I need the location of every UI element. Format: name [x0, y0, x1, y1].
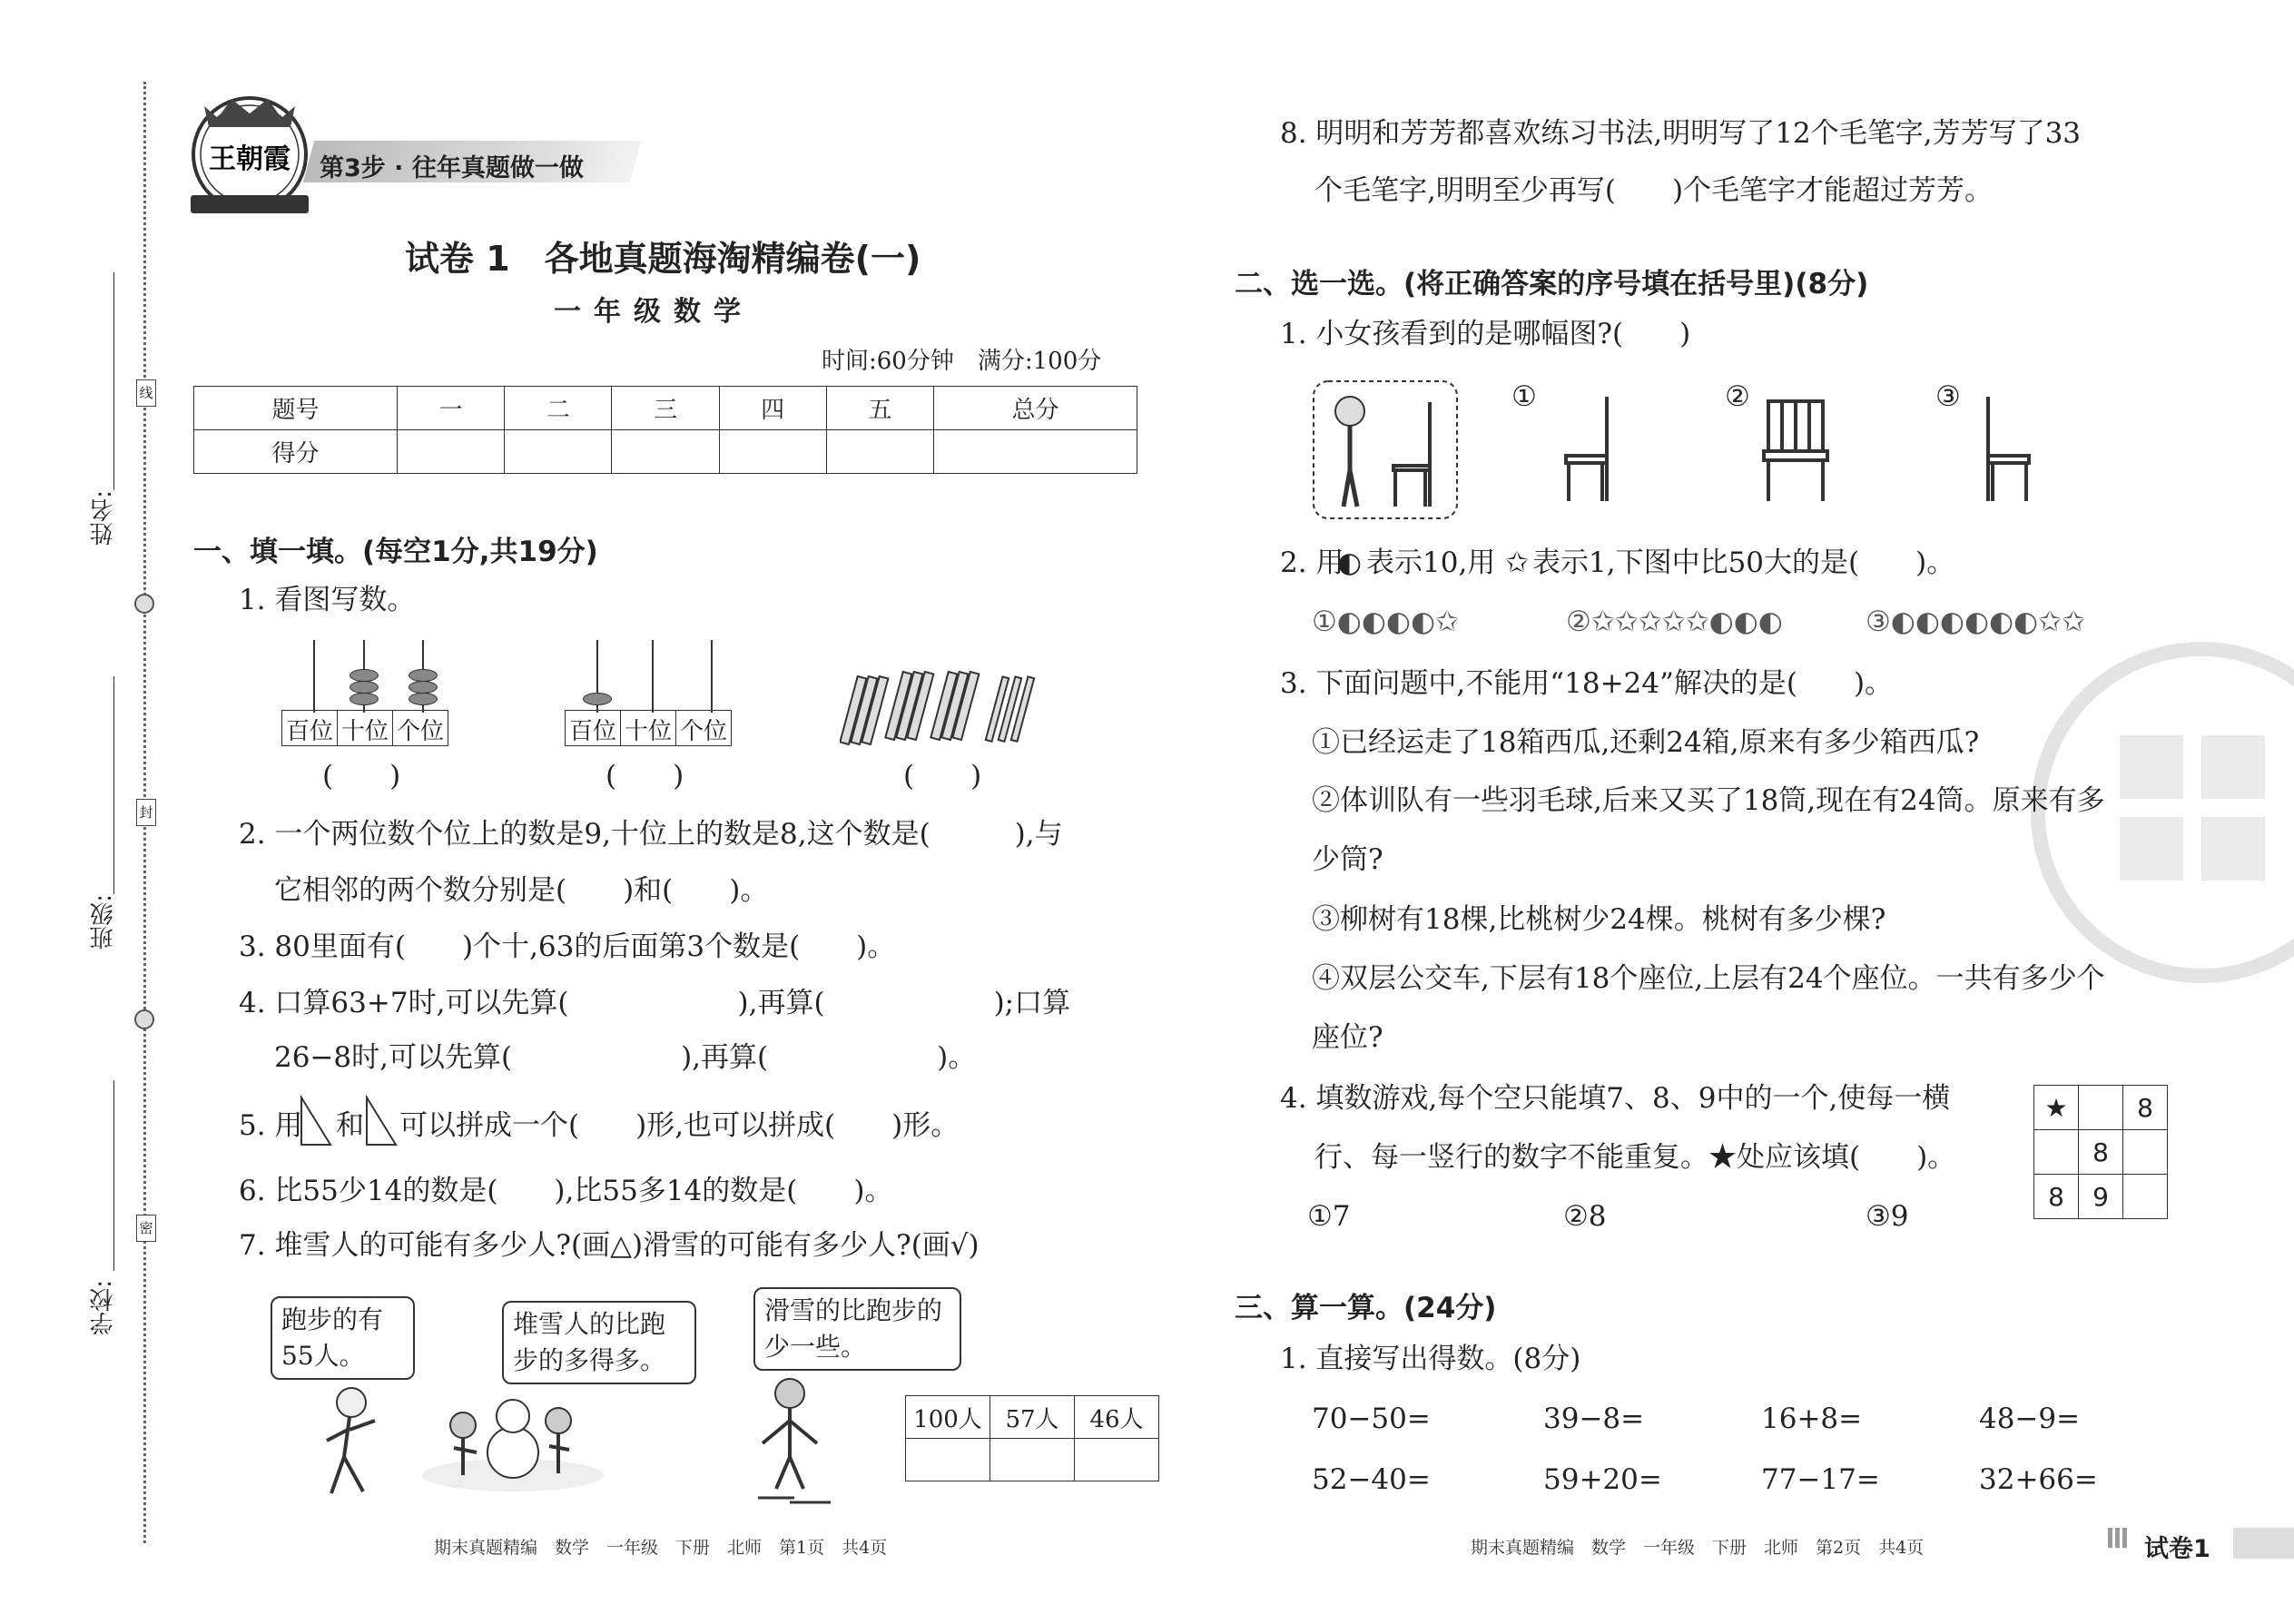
table-cell: 46人 — [1075, 1396, 1159, 1439]
place-label: 十位 — [338, 711, 393, 745]
table-cell: 100人 — [906, 1396, 990, 1439]
speech-bubble: 堆雪人的比跑步的多得多。 — [502, 1301, 696, 1384]
question-text: 8. 明明和芳芳都喜欢练习书法,明明写了12个毛笔字,芳芳写了33 — [1280, 117, 2082, 150]
question-text: 1. 直接写出得数。(8分) — [1280, 1343, 1581, 1375]
grid-cell: ★ — [2034, 1086, 2079, 1130]
place-label: 个位 — [680, 718, 728, 745]
answer-paren[interactable]: ( ) — [322, 760, 401, 792]
option-text: 少筒? — [1312, 843, 1383, 876]
calc-item: 77−17= — [1761, 1463, 1880, 1496]
stick-bundles-icon — [840, 658, 1058, 749]
grid-cell: 8 — [2079, 1130, 2123, 1175]
question-text: 5. 用 — [239, 1109, 303, 1142]
bead-icon — [350, 693, 379, 705]
grid-cell: 8 — [2123, 1086, 2168, 1130]
table-cell: 总分 — [933, 387, 1137, 430]
page-subtitle: 一年级数学 — [554, 296, 753, 328]
option-text: ①已经运走了18箱西瓜,还剩24箱,原来有多少箱西瓜? — [1312, 726, 1980, 759]
question-text: 行、每一竖行的数字不能重复。★处应该填( )。 — [1314, 1141, 1956, 1174]
option-text: 座位? — [1312, 1021, 1383, 1054]
logo-text: 王朝霞 — [209, 143, 290, 175]
question-text: 表示1,下图中比50大的是( )。 — [1532, 546, 1955, 579]
table-cell: 五 — [826, 387, 933, 430]
calc-item: 39−8= — [1543, 1403, 1645, 1435]
score-input-cell[interactable] — [826, 430, 933, 474]
option-text[interactable]: ①7 — [1307, 1200, 1351, 1233]
coin-bundle-icon: ◐◐◐◐◐◐ — [1890, 605, 2039, 638]
coin-bundle-icon: ◐◐◐ — [1708, 605, 1783, 638]
table-row — [906, 1439, 1159, 1481]
place-label: 百位 — [282, 711, 338, 745]
table-cell: 题号 — [194, 387, 398, 430]
seal-mark: 封 — [136, 799, 156, 826]
snowman-kids-icon — [413, 1375, 613, 1502]
option-text[interactable]: ②8 — [1563, 1200, 1607, 1233]
calc-item: 48−9= — [1979, 1403, 2081, 1435]
triangle-icon — [298, 1094, 334, 1148]
option-label: ② — [1725, 380, 1750, 413]
question-text: 它相邻的两个数分别是( )和( )。 — [274, 874, 769, 907]
grid-cell — [2034, 1130, 2079, 1175]
class-line — [113, 676, 114, 894]
question-text: 和 — [336, 1109, 364, 1142]
grid-cell: 8 — [2034, 1175, 2079, 1219]
page-footer: 期末真题精编 数学 一年级 下册 北师 第1页 共4页 — [434, 1538, 888, 1558]
section-heading: 二、选一选。(将正确答案的序号填在括号里)(8分) — [1235, 268, 1869, 300]
tag-bar — [2233, 1528, 2294, 1559]
question-text: 4. 口算63+7时,可以先算( ),再算( );口算 — [239, 987, 1071, 1019]
option-text[interactable]: ③9 — [1866, 1200, 1909, 1233]
mark-cell[interactable] — [990, 1439, 1075, 1481]
section-heading: 三、算一算。(24分) — [1235, 1292, 1497, 1324]
table-cell: 57人 — [990, 1396, 1075, 1439]
calc-item: 32+66= — [1979, 1463, 2098, 1496]
abacus-rod — [313, 640, 315, 713]
option-text: ④双层公交车,下层有18个座位,上层有24个座位。一共有多少个 — [1312, 962, 2105, 995]
binding-hole-icon — [134, 1009, 154, 1029]
coin-bundle-icon: ◐ — [1337, 546, 1363, 579]
table-cell: 二 — [505, 387, 612, 430]
place-label: 个位 — [397, 718, 445, 745]
paper-tag: 试卷1 — [2144, 1535, 2210, 1563]
question-text: 7. 堆雪人的可能有多少人?(画△)滑雪的可能有多少人?(画√) — [239, 1229, 980, 1262]
bead-icon — [409, 669, 438, 682]
question-text: 2. 用 — [1280, 546, 1344, 579]
grid-cell — [2123, 1175, 2168, 1219]
school-line — [113, 1080, 114, 1271]
speech-bubble: 滑雪的比跑步的少一些。 — [753, 1287, 961, 1371]
table-row — [194, 430, 1137, 474]
question-text: 可以拼成一个( )形,也可以拼成( )形。 — [399, 1109, 960, 1142]
option-1-pictures[interactable] — [1312, 605, 1459, 638]
table-row — [2034, 1130, 2168, 1175]
table-row — [194, 387, 1137, 430]
bead-icon — [350, 669, 379, 682]
abacus-frame — [281, 710, 448, 746]
seal-mark: 线 — [136, 379, 156, 407]
option-text: ②体训队有一些羽毛球,后来又买了18筒,现在有24筒。原来有多 — [1312, 784, 2105, 817]
bead-icon — [583, 693, 612, 705]
table-cell: 四 — [719, 387, 826, 430]
score-table — [193, 386, 1137, 474]
section-heading: 一、填一填。(每空1分,共19分) — [193, 536, 598, 568]
option-text: ③柳树有18棵,比桃树少24棵。桃树有多少棵? — [1312, 903, 1886, 936]
bead-icon — [409, 681, 438, 694]
option-label: ③ — [1866, 605, 1891, 638]
name-label: 姓名: — [90, 490, 117, 546]
place-label: 十位 — [621, 711, 676, 745]
calc-item: 70−50= — [1312, 1403, 1431, 1435]
table-cell: 得分 — [194, 430, 398, 474]
calc-item: 16+8= — [1761, 1403, 1863, 1435]
question-text: 1. 看图写数。 — [239, 584, 416, 616]
binding-hole-icon — [134, 594, 154, 614]
table-cell: 一 — [398, 387, 505, 430]
name-line — [113, 272, 114, 490]
logo-badge-icon — [177, 86, 322, 222]
score-input-cell[interactable] — [612, 430, 719, 474]
time-info: 时间:60分钟 满分:100分 — [822, 348, 1102, 375]
triangle-icon — [363, 1094, 399, 1148]
question-text: 个毛笔字,明明至少再写( )个毛笔字才能超过芳芳。 — [1314, 174, 1994, 207]
bead-icon — [350, 681, 379, 694]
answer-paren[interactable]: ( ) — [605, 760, 684, 792]
abacus-rod — [711, 640, 713, 713]
star-icon: ✩✩✩✩✩ — [1590, 605, 1709, 638]
star-icon: ✩✩ — [2038, 605, 2086, 638]
girl-and-chair-icon — [1312, 379, 1459, 520]
mark-cell[interactable] — [1075, 1439, 1159, 1481]
speech-bubble: 跑步的有55人。 — [271, 1296, 415, 1380]
question-text: 3. 80里面有( )个十,63的后面第3个数是( )。 — [239, 930, 896, 963]
calc-item: 59+20= — [1543, 1463, 1662, 1496]
option-3-pictures[interactable] — [1866, 605, 2086, 638]
abacus-frame — [565, 710, 732, 746]
question-text: 1. 小女孩看到的是哪幅图?( ) — [1280, 318, 1691, 350]
option-2-pictures[interactable] — [1566, 605, 1783, 638]
number-grid — [2033, 1085, 2168, 1219]
option-label: ① — [1511, 380, 1537, 413]
grid-cell — [2079, 1086, 2123, 1130]
step-label: 第3步 · 往年真题做一做 — [320, 154, 584, 182]
option-label: ① — [1312, 605, 1337, 638]
table-cell: 三 — [612, 387, 719, 430]
table-row — [2034, 1175, 2168, 1219]
question-text: 4. 填数游戏,每个空只能填7、8、9中的一个,使每一横 — [1280, 1082, 1951, 1115]
tag-pattern-icon — [2108, 1528, 2128, 1548]
grid-cell: 9 — [2079, 1175, 2123, 1219]
answer-paren[interactable]: ( ) — [903, 760, 982, 792]
running-girl-icon — [313, 1384, 395, 1502]
seal-mark: 密 — [136, 1215, 156, 1242]
mark-cell[interactable] — [906, 1439, 990, 1481]
page-footer: 期末真题精编 数学 一年级 下册 北师 第2页 共4页 — [1471, 1538, 1925, 1558]
question-text: 2. 一个两位数个位上的数是9,十位上的数是8,这个数是( ),与 — [239, 818, 1063, 851]
chair-back-icon — [1759, 392, 1832, 510]
question-text: 26−8时,可以先算( ),再算( )。 — [274, 1041, 977, 1074]
page-title: 试卷 1 各地真题海淘精编卷(一) — [405, 239, 921, 279]
skiing-girl-icon — [740, 1371, 840, 1507]
score-input-cell[interactable] — [933, 430, 1137, 474]
score-input-cell[interactable] — [505, 430, 612, 474]
class-label: 班级: — [90, 894, 117, 950]
bead-icon — [409, 693, 438, 705]
star-icon: ✩ — [1505, 546, 1529, 579]
question-text: 3. 下面问题中,不能用“18+24”解决的是( )。 — [1280, 667, 1894, 700]
people-options-table — [905, 1395, 1159, 1481]
school-label: 学校: — [90, 1280, 117, 1335]
coin-bundle-icon: ◐◐◐◐ — [1336, 605, 1435, 638]
table-row — [2034, 1086, 2168, 1130]
question-text: 表示10,用 — [1366, 546, 1496, 579]
option-label: ② — [1566, 605, 1591, 638]
option-label: ③ — [1935, 380, 1961, 413]
place-label: 百位 — [566, 711, 621, 745]
score-input-cell[interactable] — [398, 430, 505, 474]
abacus-rod — [652, 640, 654, 713]
table-row — [906, 1396, 1159, 1439]
grid-cell — [2123, 1130, 2168, 1175]
score-input-cell[interactable] — [719, 430, 826, 474]
chair-side-icon — [1552, 392, 1625, 510]
calc-item: 52−40= — [1312, 1463, 1431, 1496]
question-text: 6. 比55少14的数是( ),比55多14的数是( )。 — [239, 1175, 893, 1207]
chair-side-icon — [1970, 392, 2043, 510]
star-icon: ✩ — [1435, 605, 1459, 638]
